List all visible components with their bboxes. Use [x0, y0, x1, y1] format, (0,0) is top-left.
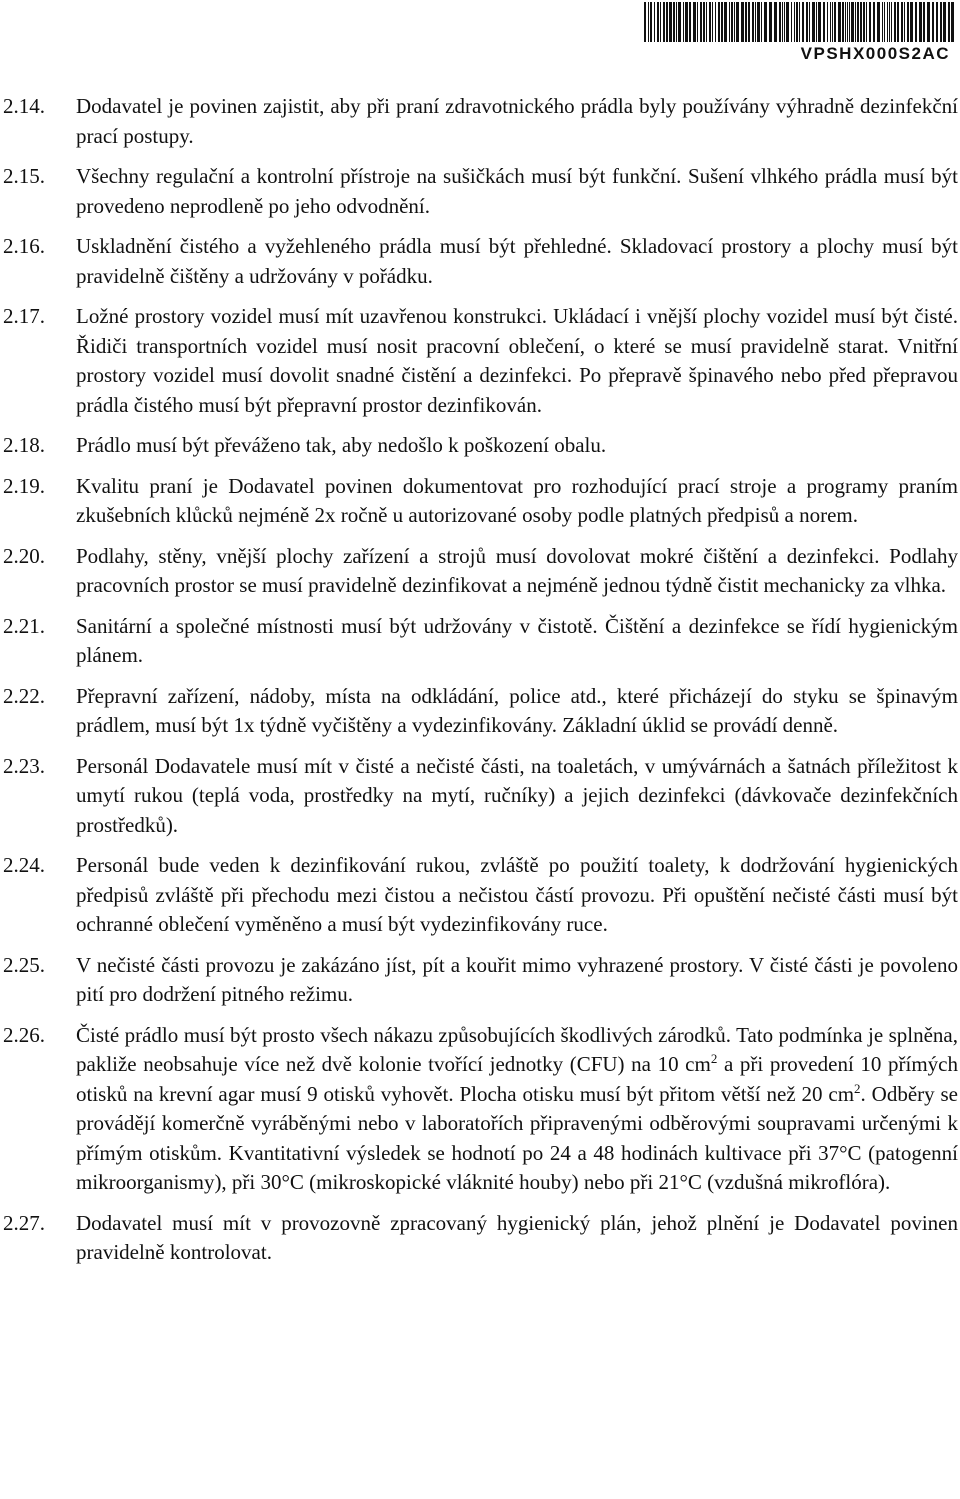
barcode-bar [806, 2, 808, 42]
barcode-bar [869, 2, 871, 42]
barcode-bar [650, 2, 652, 42]
barcode-bar [752, 2, 754, 42]
barcode-bar [891, 2, 892, 42]
barcode-bar [951, 2, 954, 42]
barcode-bar [802, 2, 804, 42]
barcode-bar [782, 2, 783, 42]
clause-number: 2.20. [3, 543, 45, 568]
clause-text: Ložné prostory vozidel musí mít uzavřenou konstrukci. Ukládací i vnější plochy vozidel musí být čisté. Řidiči transportních vozidel musí nosit pracovní oblečení, o které se musí pravidelně starat. Vnitřní prostory vozidel musí dovolit snadné čistění a dezinfekci. Po přepravě špinavého nebo před přepravou prádla čistého musí být přepravní prostor dezinfikován. [76, 304, 958, 417]
clause-number: 2.22. [3, 683, 45, 708]
barcode-bar [842, 2, 844, 42]
clause-2-17 [3, 302, 958, 420]
clause-number: 2.27. [3, 1210, 45, 1235]
barcode-bar [794, 2, 795, 42]
clause-text: Kvalitu praní je Dodavatel povinen dokumentovat pro rozhodující prací stroje a programy praním zkušebních klůcků nejméně 2x ročně u autorizované osoby podle platných předpisů a norem. [76, 473, 958, 527]
clause-number: 2.24. [3, 853, 45, 877]
barcode-bar [901, 2, 903, 42]
clause-2-18 [3, 431, 958, 461]
barcode-bar [818, 2, 821, 42]
barcode-bar [718, 2, 720, 42]
barcode-bar [745, 2, 747, 42]
barcode-bar [816, 2, 817, 42]
superscript: 2 [854, 1080, 861, 1096]
barcode-bar [683, 2, 684, 42]
barcode-bar [673, 2, 675, 42]
barcode-bar [940, 2, 942, 42]
document-body [3, 92, 958, 1279]
superscript: 2 [710, 1051, 718, 1066]
barcode-bar [887, 2, 888, 42]
barcode-bar [838, 2, 841, 42]
clause-text: Dodavatel musí mít v provozovně zpracovaný hygienický plán, jehož plnění je Dodavatel povinen pravidelně kontrolovat. [76, 1210, 958, 1264]
barcode-bar [866, 2, 867, 42]
barcode-bar [882, 2, 883, 42]
barcode-bar [889, 2, 890, 42]
clause-number: 2.25. [3, 952, 45, 977]
clause-2-20 [3, 542, 958, 601]
barcode-bar [860, 2, 862, 42]
clause-text: Personál Dodavatele musí mít v čisté a nečisté části, na toaletách, v umývárnách a šatnách příležitost k umytí rukou (teplá voda, prostředky na mytí, ručníky) a jejich dezinfekci (dávkovače dezinfekčních prostředků). [76, 753, 958, 837]
barcode-bar [764, 2, 767, 42]
barcode-bar [644, 2, 646, 42]
barcode-bar [663, 2, 665, 42]
barcode-bar [769, 2, 772, 42]
barcode-bar [855, 2, 856, 42]
barcode-bar [877, 2, 880, 42]
barcode-bar [748, 2, 750, 42]
clause-text: Dodavatel je povinen zajistit, aby při praní zdravotnického prádla byly používány výhradně dezinfekční prací postupy. [76, 94, 958, 148]
clause-2-24 [3, 851, 958, 940]
barcode-bar [757, 2, 760, 42]
clause-text: V nečisté části provozu je zakázáno jíst, pít a kouřit mimo vyhrazené prostory. V čisté části je povoleno pití pro dodržení pitného režimu. [76, 952, 958, 1006]
clause-number: 2.16. [3, 234, 45, 258]
barcode-bar [755, 2, 756, 42]
barcode-bar [936, 2, 938, 42]
clause-text-part: . Odběry se provádějí komerčně vyráběnými nebo v laboratořích připravenými odběrovými soupravami určenými k přímým otiskům. Kvantitativní výsledek se hodnotí po 24 a 48 hodinách kultivace při 37°C (patogenní mikroorganismy), při 30°C (mikroskopické vláknité houby) nebo při 21°C (vzdušná mikroflóra). [76, 1081, 958, 1194]
clause-2-21 [3, 612, 958, 671]
barcode-bar [884, 2, 885, 42]
barcode-bar [774, 2, 777, 42]
clause-text: Všechny regulační a kontrolní přístroje na sušičkách musí být funkční. Sušení vlhkého prádla musí být provedeno neprodleně po jeho odvodnění. [76, 164, 958, 218]
barcode-bar [827, 2, 828, 42]
barcode-bar [809, 2, 810, 42]
clause-text-part: Čisté prádlo musí být prosto všech nákazu způsobujících škodlivých zárodků. Tato podmínka je splněna, pakliže neobsahuje více než dvě kolonie tvořící jednotky (CFU) na 10 cm [76, 1022, 958, 1076]
barcode-bar [657, 2, 659, 42]
barcode-bar [786, 2, 789, 42]
barcode-bar [904, 2, 905, 42]
barcode-bar [721, 2, 723, 42]
barcode-bar [736, 2, 739, 42]
barcode-bar [830, 2, 831, 42]
clause-2-14 [3, 92, 958, 151]
clause-text-part: a při provedení 10 přímých otisků na krevní agar musí 9 otisků vyhovět. Plocha otisku musí být přitom větší než 20 cm [76, 1052, 958, 1106]
clause-number: 2.21. [3, 613, 45, 638]
clause-text: Uskladnění čistého a vyžehleného prádla musí být přehledné. Skladovací prostory a plochy musí být pravidelně čištěny a udržovány v pořádku. [76, 234, 958, 288]
clause-2-15 [3, 162, 958, 221]
clause-number: 2.19. [3, 473, 45, 498]
barcode-bar [849, 2, 850, 42]
clause-2-23 [3, 752, 958, 841]
barcode-bar [654, 2, 655, 42]
clause-2-27 [3, 1209, 958, 1268]
barcode-bar [709, 2, 711, 42]
barcode-bar [648, 2, 649, 42]
barcode-bar [832, 2, 833, 42]
barcode-bar [729, 2, 730, 42]
barcode-bar [761, 2, 762, 42]
barcode-bar [779, 2, 781, 42]
clause-2-22 [3, 682, 958, 741]
barcode-bar [791, 2, 792, 42]
barcode-bar [689, 2, 691, 42]
barcode-bar [734, 2, 735, 42]
barcode-bar [741, 2, 744, 42]
barcode-bar [812, 2, 815, 42]
barcode-bar [910, 2, 913, 42]
barcode-bar [666, 2, 668, 42]
barcode-bar [799, 2, 800, 42]
clause-2-26 [3, 1021, 958, 1198]
barcode-bar [873, 2, 875, 42]
clause-text: Personál bude veden k dezinfikování rukou, zvláště po použití toalety, k dodržování hygienických předpisů zvláště při přechodu mezi čistou a nečistou částí provozu. Při opuštění nečisté části musí být ochranné oblečení vyměněno a musí být vydezinfikovány ruce. [76, 853, 958, 936]
clause-number: 2.15. [3, 164, 45, 188]
barcode-bar [845, 2, 846, 42]
clause-number: 2.18. [3, 433, 45, 457]
barcode-bar [796, 2, 798, 42]
barcode-bar [685, 2, 688, 42]
barcode-bar [907, 2, 909, 42]
clause-2-16 [3, 232, 958, 291]
barcode-bar [897, 2, 899, 42]
barcode-bar [706, 2, 707, 42]
clause-number: 2.17. [3, 304, 45, 328]
clause-number: 2.23. [3, 753, 45, 778]
barcode-bar [712, 2, 713, 42]
clause-text: Přepravní zařízení, nádoby, místa na odkládání, police atd., které přicházejí do styku se špinavým prádlem, musí být 1x týdně vyčištěny a vydezinfikovány. Základní úklid se provádí denně. [76, 683, 958, 737]
barcode-bar [715, 2, 716, 42]
barcode-bar [678, 2, 681, 42]
clause-text: Prádlo musí být převáženo tak, aby nedošlo k poškození obalu. [76, 433, 607, 457]
barcode-bar [923, 2, 925, 42]
barcode-bar [784, 2, 785, 42]
barcode-bar [697, 2, 698, 42]
barcode-bar [676, 2, 677, 42]
barcode-bar [894, 2, 896, 42]
clause-number: 2.26. [3, 1022, 45, 1047]
barcode-bar [863, 2, 865, 42]
barcode-bar [927, 2, 930, 42]
barcode-bar [919, 2, 922, 42]
barcode-bar [847, 2, 848, 42]
barcode-bar [724, 2, 727, 42]
barcode-code: VPSHX000S2AC [800, 44, 950, 63]
barcode-bar [857, 2, 859, 42]
clause-text [76, 1021, 958, 1198]
barcode-bar [834, 2, 836, 42]
barcode-bar [823, 2, 825, 42]
barcode-bar [693, 2, 696, 42]
barcode-bar [700, 2, 702, 42]
clause-text: Podlahy, stěny, vnější plochy zařízení a strojů musí dovolovat mokré čištění a dezinfekci. Podlahy pracovních prostor se musí pravidelně dezinfikovat a nejméně jednou týdně čistit mechanicky za vlhka. [76, 543, 958, 597]
barcode-bar [851, 2, 854, 42]
clause-2-25 [3, 951, 958, 1010]
barcode-bar [932, 2, 934, 42]
barcode-image [644, 2, 956, 42]
clause-number: 2.14. [3, 94, 45, 118]
clause-text: Sanitární a společné místnosti musí být udržovány v čistotě. Čištění a dezinfekce se řídí hygienickým plánem. [76, 613, 958, 667]
barcode-bar [703, 2, 705, 42]
barcode-bar [660, 2, 661, 42]
barcode-bar [669, 2, 672, 42]
barcode-bar [915, 2, 917, 42]
barcode-bar [731, 2, 733, 42]
barcode-bar [943, 2, 946, 42]
barcode-bar [948, 2, 950, 42]
barcode [644, 2, 956, 64]
clause-2-19 [3, 472, 958, 531]
